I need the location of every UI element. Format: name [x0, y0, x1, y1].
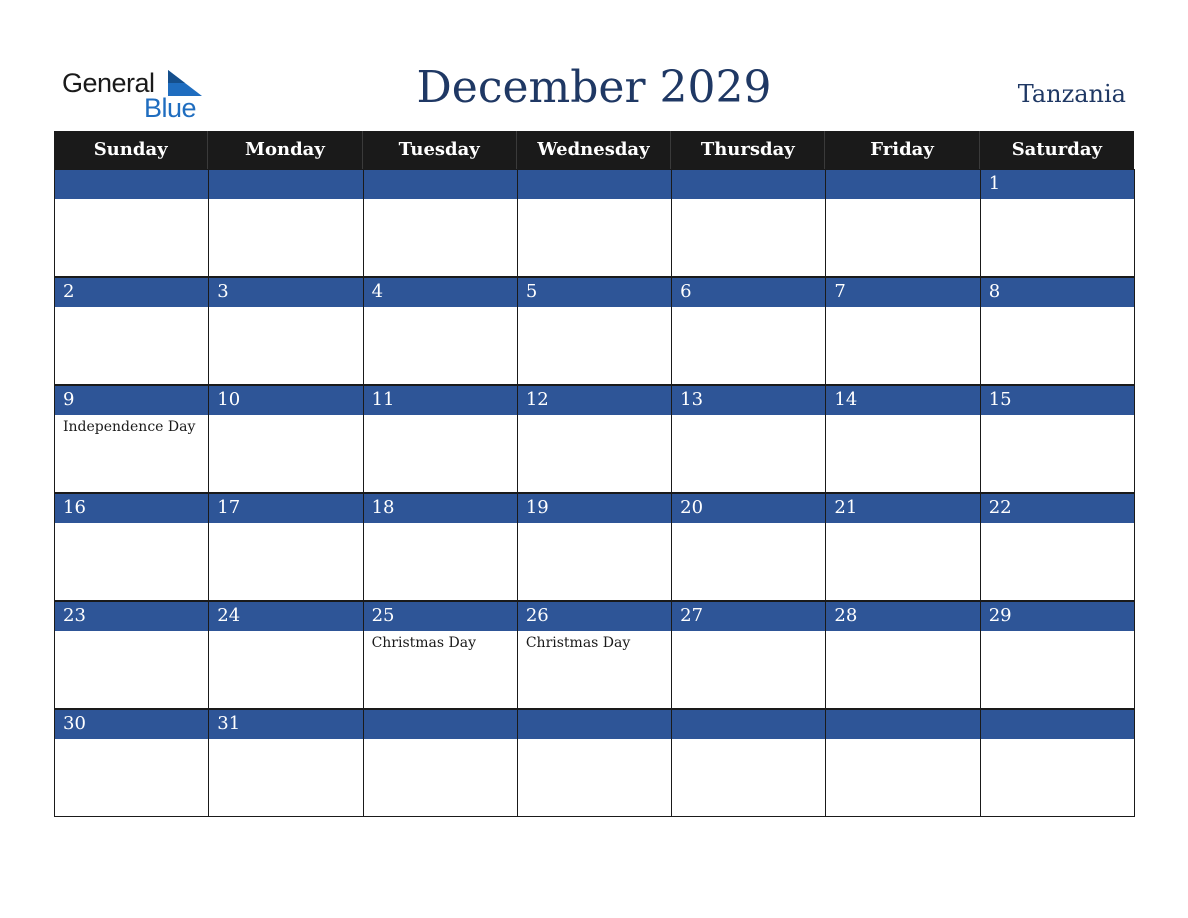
holiday-label: [672, 199, 825, 202]
holiday-label: [826, 307, 979, 310]
holiday-label: [364, 307, 517, 310]
day-number: [518, 709, 671, 739]
holiday-label: [55, 199, 208, 202]
day-number: 11: [364, 385, 517, 415]
calendar-day-cell: [826, 493, 980, 601]
holiday-label: [826, 523, 979, 526]
weekday-header: Friday: [825, 131, 979, 169]
holiday-label: [55, 307, 208, 310]
day-number: [55, 169, 208, 199]
weekday-header: Wednesday: [517, 131, 671, 169]
weekday-header-row: [54, 131, 1134, 169]
calendar-day-cell: [209, 277, 363, 385]
day-number: [364, 709, 517, 739]
holiday-label: [209, 307, 362, 310]
holiday-label: [518, 523, 671, 526]
day-number: 29: [981, 601, 1134, 631]
calendar-day-cell: [981, 601, 1135, 709]
holiday-label: [209, 199, 362, 202]
day-number: 4: [364, 277, 517, 307]
calendar-day-cell: [672, 385, 826, 493]
calendar-day-cell: [672, 601, 826, 709]
calendar-day-cell: [981, 709, 1135, 817]
calendar-day-cell: [518, 169, 672, 277]
calendar-day-cell: [981, 385, 1135, 493]
holiday-label: [672, 523, 825, 526]
holiday-label: [518, 199, 671, 202]
holiday-label: [364, 199, 517, 202]
holiday-label: [981, 739, 1134, 742]
calendar-day-cell: [209, 493, 363, 601]
holiday-label: [55, 739, 208, 742]
day-number: 17: [209, 493, 362, 523]
calendar-day-cell: [826, 709, 980, 817]
calendar-day-cell: [209, 169, 363, 277]
calendar-day-cell: [826, 169, 980, 277]
holiday-label: [981, 415, 1134, 418]
calendar-day-cell: [364, 601, 518, 709]
calendar-day-cell: [672, 169, 826, 277]
holiday-label: [826, 199, 979, 202]
day-number: 9: [55, 385, 208, 415]
weekday-header: Thursday: [671, 131, 825, 169]
day-number: 14: [826, 385, 979, 415]
calendar-day-cell: [518, 277, 672, 385]
day-number: 16: [55, 493, 208, 523]
day-number: [518, 169, 671, 199]
day-number: 31: [209, 709, 362, 739]
weekday-header: Sunday: [54, 131, 208, 169]
day-number: 19: [518, 493, 671, 523]
holiday-label: [209, 523, 362, 526]
holiday-label: [981, 307, 1134, 310]
holiday-label: [826, 631, 979, 634]
country-label: Tanzania: [1017, 80, 1126, 108]
holiday-label: Christmas Day: [525, 635, 631, 651]
calendar-week-row: [54, 601, 1134, 709]
day-number: 5: [518, 277, 671, 307]
holiday-label: [826, 739, 979, 742]
calendar-day-cell: [981, 169, 1135, 277]
holiday-label: [364, 739, 517, 742]
calendar-day-cell: [55, 493, 209, 601]
holiday-label: [981, 631, 1134, 634]
day-number: 2: [55, 277, 208, 307]
day-number: 20: [672, 493, 825, 523]
calendar-day-cell: [672, 709, 826, 817]
holiday-label: [672, 307, 825, 310]
day-number: 12: [518, 385, 671, 415]
calendar-day-cell: [672, 493, 826, 601]
day-number: [981, 709, 1134, 739]
holiday-label: Christmas Day: [371, 635, 477, 651]
day-number: 3: [209, 277, 362, 307]
brand-name-blue: Blue: [144, 93, 197, 123]
holiday-label: [364, 415, 517, 418]
calendar-day-cell: [518, 493, 672, 601]
calendar-week-row: [54, 493, 1134, 601]
calendar-day-cell: [55, 709, 209, 817]
day-number: 10: [209, 385, 362, 415]
calendar-day-cell: [826, 601, 980, 709]
holiday-label: [209, 415, 362, 418]
calendar-day-cell: [364, 385, 518, 493]
brand-name-general: General: [62, 68, 155, 98]
calendar-day-cell: [209, 385, 363, 493]
day-number: 25: [364, 601, 517, 631]
calendar-day-cell: [55, 385, 209, 493]
day-number: 27: [672, 601, 825, 631]
calendar-day-cell: [55, 277, 209, 385]
holiday-label: [209, 631, 362, 634]
day-number: 23: [55, 601, 208, 631]
calendar-day-cell: [981, 493, 1135, 601]
calendar-weeks: [54, 169, 1134, 817]
day-number: 26: [518, 601, 671, 631]
holiday-label: [981, 523, 1134, 526]
weekday-header: Tuesday: [363, 131, 517, 169]
day-number: 7: [826, 277, 979, 307]
calendar-day-cell: [55, 169, 209, 277]
calendar-day-cell: [981, 277, 1135, 385]
day-number: 8: [981, 277, 1134, 307]
day-number: 22: [981, 493, 1134, 523]
calendar-day-cell: [826, 385, 980, 493]
holiday-label: [518, 307, 671, 310]
calendar-day-cell: [364, 493, 518, 601]
holiday-label: [55, 523, 208, 526]
calendar-day-cell: [518, 709, 672, 817]
weekday-header: Monday: [208, 131, 362, 169]
day-number: [364, 169, 517, 199]
holiday-label: [518, 415, 671, 418]
calendar-day-cell: [209, 709, 363, 817]
day-number: 1: [981, 169, 1134, 199]
calendar-day-cell: [364, 169, 518, 277]
holiday-label: [672, 415, 825, 418]
holiday-label: Independence Day: [63, 419, 196, 435]
calendar-day-cell: [364, 709, 518, 817]
calendar-day-cell: [209, 601, 363, 709]
page-title: December 2029: [416, 62, 772, 113]
holiday-label: [981, 199, 1134, 202]
day-number: 30: [55, 709, 208, 739]
calendar-grid: [54, 131, 1134, 817]
holiday-label: [672, 739, 825, 742]
calendar-day-cell: [826, 277, 980, 385]
calendar-week-row: [54, 709, 1134, 817]
calendar-day-cell: [518, 601, 672, 709]
holiday-label: [826, 415, 979, 418]
day-number: 15: [981, 385, 1134, 415]
calendar-week-row: [54, 169, 1134, 277]
calendar-day-cell: [518, 385, 672, 493]
holiday-label: [672, 631, 825, 634]
calendar-week-row: [54, 385, 1134, 493]
day-number: 18: [364, 493, 517, 523]
holiday-label: [518, 739, 671, 742]
holiday-label: [209, 739, 362, 742]
calendar-week-row: [54, 277, 1134, 385]
day-number: 24: [209, 601, 362, 631]
day-number: 13: [672, 385, 825, 415]
day-number: [826, 709, 979, 739]
day-number: [826, 169, 979, 199]
holiday-label: [364, 523, 517, 526]
day-number: 28: [826, 601, 979, 631]
calendar-day-cell: [364, 277, 518, 385]
day-number: 6: [672, 277, 825, 307]
day-number: 21: [826, 493, 979, 523]
calendar-day-cell: [55, 601, 209, 709]
holiday-label: [55, 631, 208, 634]
day-number: [672, 709, 825, 739]
day-number: [672, 169, 825, 199]
weekday-header: Saturday: [1011, 139, 1102, 160]
calendar-day-cell: [672, 277, 826, 385]
day-number: [209, 169, 362, 199]
